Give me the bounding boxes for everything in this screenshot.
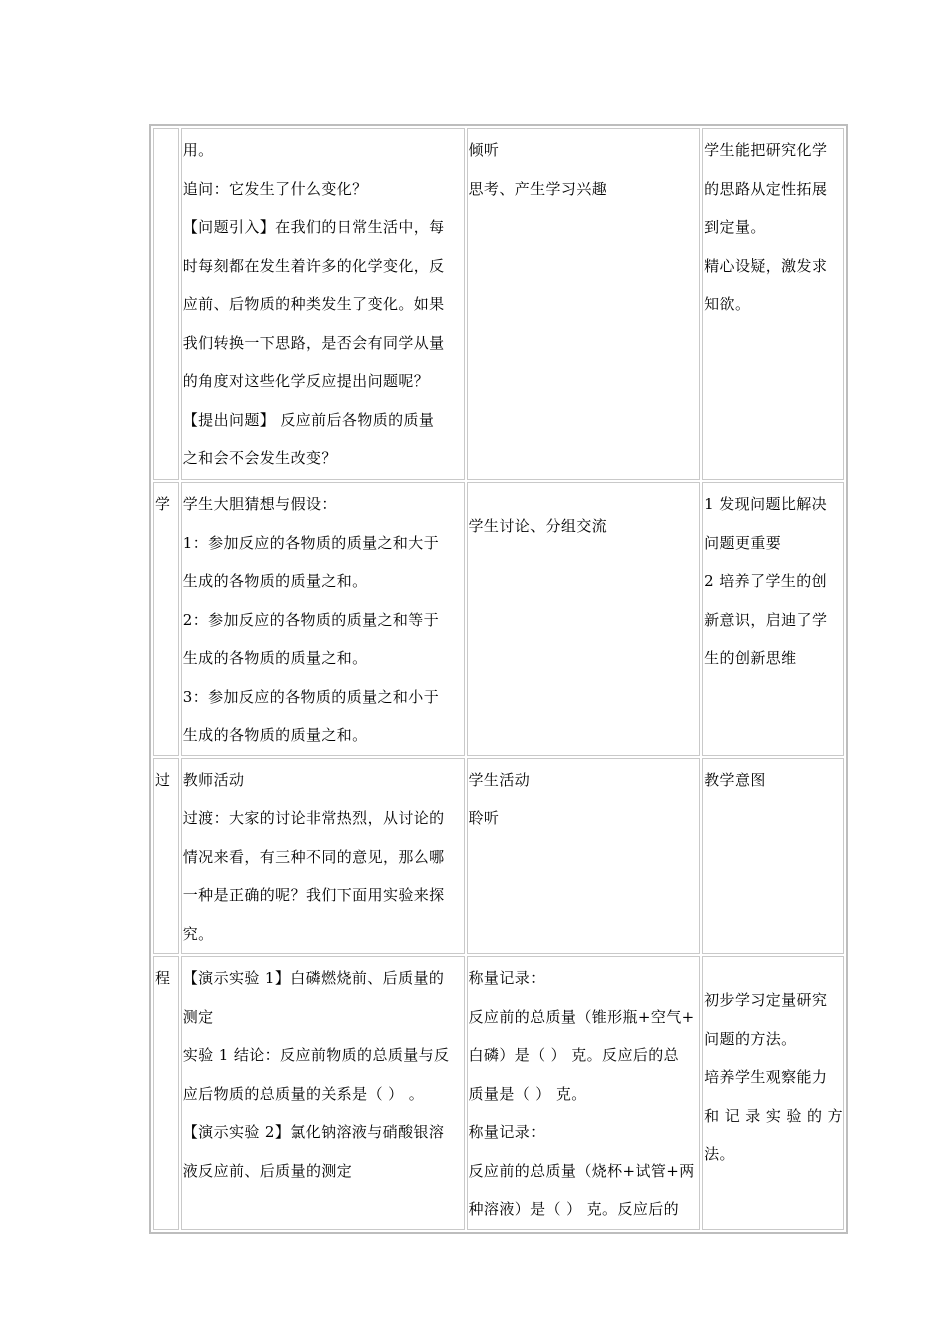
text-line: 生的创新思维: [704, 649, 797, 667]
text-line: 称量记录：: [468, 1123, 546, 1141]
text-line: 液反应前、后质量的测定: [182, 1161, 353, 1180]
text-line: 过渡：大家的讨论非常热烈，从讨论的: [182, 809, 445, 827]
text-line: 测定: [182, 1007, 214, 1026]
text-line: 时每刻都在发生着许多的化学变化，反: [182, 256, 445, 275]
spacer: [469, 485, 700, 507]
spacer: [704, 959, 843, 981]
text-line: 的角度对这些化学反应提出问题呢？: [182, 372, 430, 390]
teacher-activity-cell: [181, 956, 465, 1230]
text-line: 问题更重要: [704, 533, 782, 552]
teacher-activity-cell: [181, 482, 465, 756]
text-line: 法。: [704, 1145, 735, 1163]
student-activity-cell: [467, 758, 701, 955]
text-line: 新意识，启迪了学: [704, 610, 828, 629]
text-line: 学生大胆猜想与假设：: [182, 495, 337, 513]
text-line: 情况来看，有三种不同的意见，那么哪: [182, 847, 445, 866]
text-line: 实验 1 结论：反应前物质的总质量与反: [182, 1046, 450, 1064]
text-line: 思考、产生学习兴趣: [468, 179, 608, 198]
intent-cell: [702, 128, 844, 480]
text-line: 聆听: [468, 809, 500, 827]
text-line: 的思路从定性拓展: [704, 179, 828, 198]
teacher-activity-cell: [181, 128, 465, 480]
text-line: 学生讨论、分组交流: [468, 517, 608, 535]
text-line: 一种是正确的呢？我们下面用实验来探: [182, 886, 445, 904]
lesson-plan-table: [149, 124, 848, 1234]
teacher-activity-cell: [181, 758, 465, 955]
stage-cell: 程: [153, 956, 179, 1230]
text-line: 初步学习定量研究: [704, 991, 828, 1009]
text-line: 种溶液）是（ ） 克。反应后的: [468, 1200, 680, 1218]
intent-cell: [702, 956, 844, 1230]
text-line: 我们转换一下思路，是否会有同学从量: [182, 333, 445, 352]
text-line: 追问：它发生了什么变化？: [182, 179, 368, 198]
text-line: 知欲。: [704, 295, 751, 313]
text-line: 学生活动: [468, 770, 531, 789]
text-line: 反应前的总质量（锥形瓶+空气+: [468, 1007, 695, 1026]
text-line: 应后物质的总质量的关系是（ ） 。: [182, 1084, 425, 1103]
text-line: 精心设疑，激发求: [704, 256, 828, 275]
text-line: 1 发现问题比解决: [704, 495, 828, 513]
text-line: 生成的各物质的质量之和。: [182, 572, 368, 590]
stage-cell: 学: [153, 482, 179, 756]
text-line: 问题的方法。: [704, 1029, 797, 1048]
text-line: 1：参加反应的各物质的质量之和大于: [182, 533, 440, 552]
text-line: 教师活动: [182, 770, 245, 789]
text-line: 应前、后物质的种类发生了变化。如果: [182, 295, 445, 313]
table-row: [153, 956, 844, 1230]
table-row: [153, 758, 844, 955]
text-line: 和 记 录 实 验 的 方: [704, 1106, 843, 1125]
student-activity-cell: [467, 956, 701, 1230]
intent-cell: [702, 758, 844, 955]
stage-cell: 过: [153, 758, 179, 955]
text-line: 【问题引入】在我们的日常生活中，每: [182, 218, 445, 236]
text-line: 【演示实验 2】氯化钠溶液与硝酸银溶: [182, 1123, 445, 1141]
text-line: 2：参加反应的各物质的质量之和等于: [182, 610, 440, 629]
student-activity-cell: [467, 482, 701, 756]
text-line: 【提出问题】 反应前后各物质的质量: [182, 410, 435, 429]
text-line: 2 培养了学生的创: [704, 572, 828, 590]
text-line: 教学意图: [704, 770, 766, 789]
text-line: 培养学生观察能力: [704, 1068, 828, 1086]
text-line: 到定量。: [704, 218, 766, 236]
text-line: 倾听: [468, 141, 500, 159]
text-line: 【演示实验 1】白磷燃烧前、后质量的: [182, 969, 445, 987]
text-line: 生成的各物质的质量之和。: [182, 726, 368, 744]
student-activity-cell: [467, 128, 701, 480]
table-row: [153, 128, 844, 480]
text-line: 白磷）是（ ） 克。反应后的总: [468, 1046, 680, 1064]
text-line: 3：参加反应的各物质的质量之和小于: [182, 687, 440, 706]
text-line: 称量记录：: [468, 969, 546, 987]
text-line: 生成的各物质的质量之和。: [182, 649, 368, 667]
table-row: [153, 482, 844, 756]
stage-cell: [153, 128, 179, 480]
text-line: 究。: [182, 924, 214, 943]
text-line: 质量是（ ） 克。: [468, 1084, 587, 1103]
text-line: 用。: [182, 141, 214, 159]
text-line: 反应前的总质量（烧杯+试管+两: [468, 1161, 695, 1180]
intent-cell: [702, 482, 844, 756]
text-line: 学生能把研究化学: [704, 141, 828, 159]
text-line: 之和会不会发生改变？: [182, 449, 337, 467]
